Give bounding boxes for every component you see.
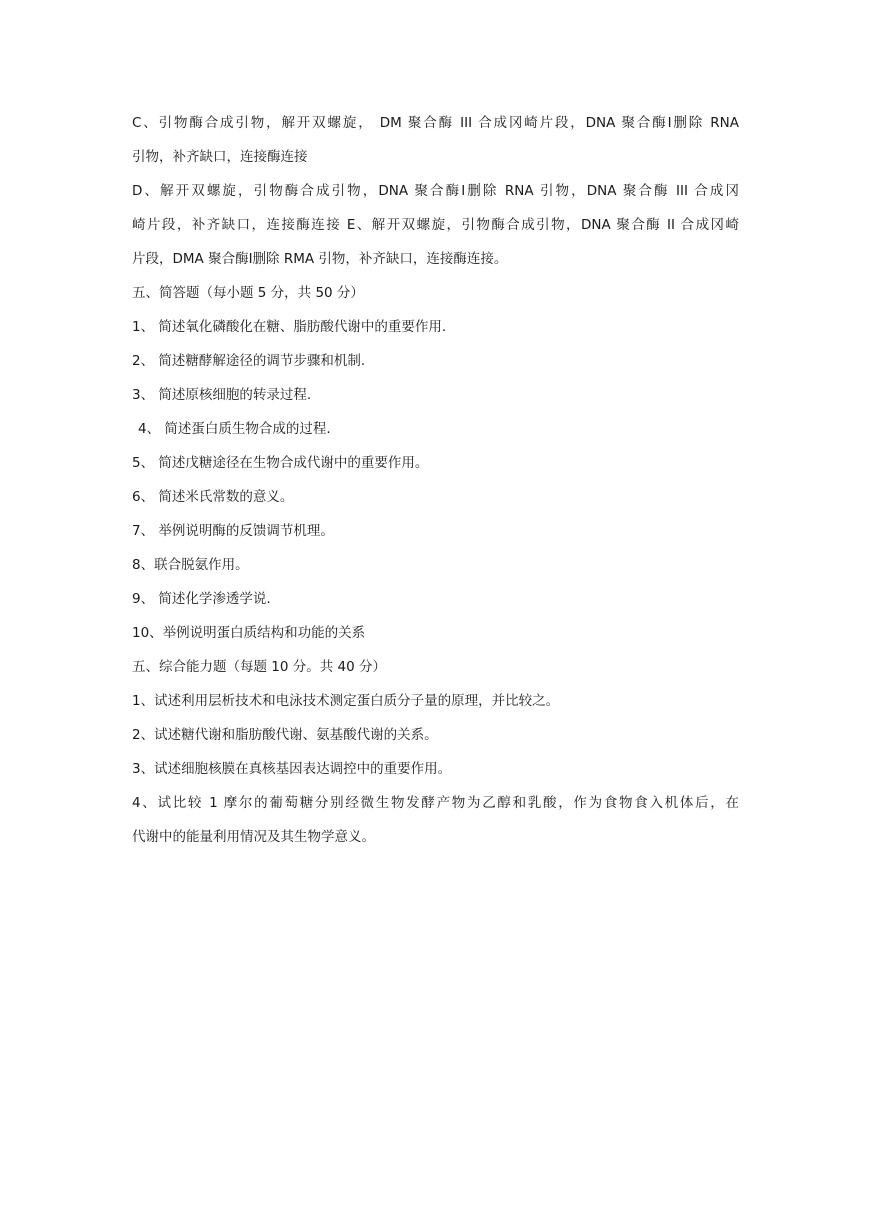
short-answer-item-2: 2、 简述糖酵解途径的调节步骤和机制. [132, 353, 366, 369]
short-answer-item-1: 1、 简述氧化磷酸化在糖、脂肪酸代谢中的重要作用. [132, 319, 447, 335]
short-answer-item-10: 10、举例说明蛋白质结构和功能的关系 [132, 625, 366, 641]
short-answer-item-3: 3、 简述原核细胞的转录过程. [132, 387, 312, 403]
short-answer-item-4: 4、 简述蛋白质生物合成的过程. [138, 421, 331, 437]
option-d-line-3: 片段，DMA 聚合酶Ⅰ删除 RMA 引物，补齐缺口，连接酶连接。 [132, 251, 508, 267]
option-c-line-1: C、引物酶合成引物，解开双螺旋， DM 聚合酶 III 合成冈崎片段，DNA 聚合酶Ⅰ删除 RNA [132, 115, 739, 131]
short-answer-heading: 五、简答题（每小题 5 分，共 50 分） [132, 285, 364, 301]
comprehensive-item-4-line-1: 4、试比较 1 摩尔的葡萄糖分别经微生物发酵产物为乙醇和乳酸，作为食物食入机体后，在 [132, 795, 739, 811]
comprehensive-item-4-line-2: 代谢中的能量利用情况及其生物学意义。 [132, 829, 375, 845]
short-answer-item-9: 9、 简述化学渗透学说. [132, 591, 271, 607]
short-answer-item-7: 7、 举例说明酶的反馈调节机理。 [132, 523, 334, 539]
option-d-line-1: D、解开双螺旋，引物酶合成引物，DNA 聚合酶Ⅰ删除 RNA 引物，DNA 聚合酶 III 合成冈 [132, 183, 739, 199]
comprehensive-heading: 五、综合能力题（每题 10 分。共 40 分） [132, 659, 387, 675]
document-page [132, 106, 739, 854]
option-d-line-2: 崎片段，补齐缺口，连接酶连接 E、解开双螺旋，引物酶合成引物，DNA 聚合酶 II 合成冈崎 [132, 217, 739, 233]
short-answer-item-6: 6、 简述米氏常数的意义。 [132, 489, 294, 505]
short-answer-item-5: 5、 简述戊糖途径在生物合成代谢中的重要作用。 [132, 455, 429, 471]
comprehensive-item-3: 3、试述细胞核膜在真核基因表达调控中的重要作用。 [132, 761, 452, 777]
comprehensive-item-1: 1、试述利用层析技术和电泳技术测定蛋白质分子量的原理，并比较之。 [132, 693, 560, 709]
short-answer-item-8: 8、联合脱氨作用。 [132, 557, 249, 573]
comprehensive-item-2: 2、试述糖代谢和脂肪酸代谢、氨基酸代谢的关系。 [132, 727, 438, 743]
option-c-line-2: 引物，补齐缺口，连接酶连接 [132, 149, 308, 165]
